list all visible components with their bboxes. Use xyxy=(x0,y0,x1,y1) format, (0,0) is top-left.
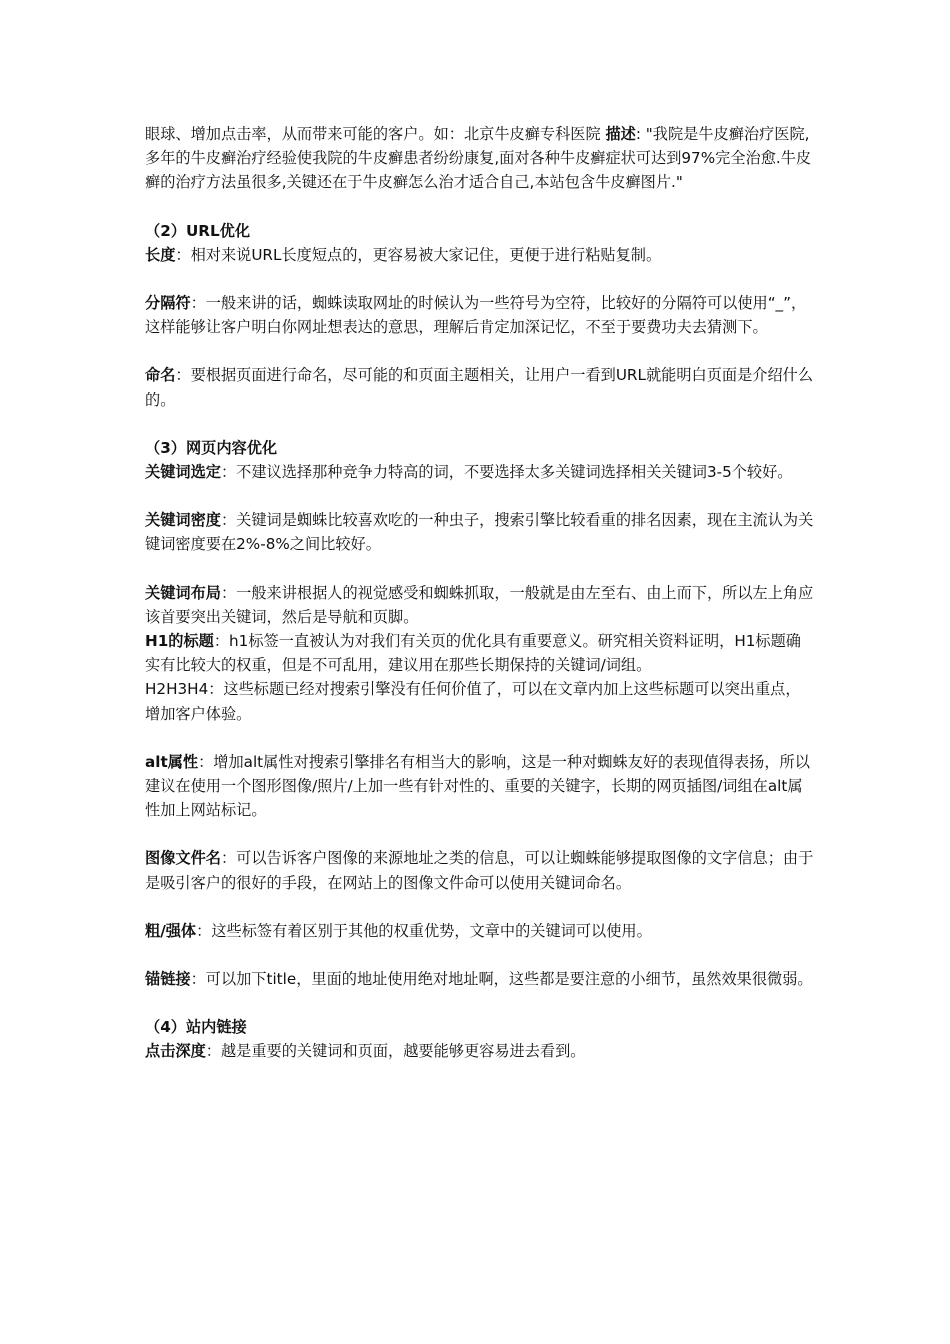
paragraph-spacer xyxy=(145,557,815,581)
section-heading-internal-links: （4）站内链接 xyxy=(145,1018,247,1037)
text-length: ：相对来说URL长度短点的，更容易被大家记住，更便于进行粘贴复制。 xyxy=(175,245,662,264)
text-alt-attribute: ：增加alt属性对搜索引擎排名有相当大的影响，这是一种对蜘蛛友好的表现值得表扬，所以建议在使用一个图形图像/照片/上加一些有针对性的、重要的关键字，长期的网页插图/词组在alt属性加上网站标记。 xyxy=(145,752,810,820)
section-heading-url: （2）URL优化 xyxy=(145,221,251,240)
paragraph-naming xyxy=(145,363,815,411)
paragraph-click-depth xyxy=(145,1039,815,1063)
text-bold-strong: ：这些标签有着区别于其他的权重优势，文章中的关键词可以使用。 xyxy=(196,921,652,940)
term-alt-attribute: alt属性 xyxy=(145,752,199,771)
text-separator: ：一般来讲的话，蜘蛛读取网址的时候认为一些符号为空符，比较好的分隔符可以使用“_”，这样能够让客户明白你网址想表达的意思，理解后肯定加深记忆，不至于要费功夫去猜测下。 xyxy=(145,294,807,337)
term-click-depth: 点击深度 xyxy=(145,1042,206,1061)
paragraph-h1-title xyxy=(145,629,815,677)
term-separator: 分隔符 xyxy=(145,294,191,313)
paragraph-spacer xyxy=(145,412,815,436)
term-anchor-link: 锚链接 xyxy=(145,970,191,989)
paragraph-spacer xyxy=(145,895,815,919)
term-keyword-layout: 关键词布局 xyxy=(145,583,221,602)
paragraph-spacer xyxy=(145,943,815,967)
term-h1-title: H1的标题 xyxy=(145,632,214,651)
term-keyword-density: 关键词密度 xyxy=(145,511,221,530)
paragraph-alt-attribute xyxy=(145,750,815,823)
paragraph-anchor-link xyxy=(145,967,815,991)
text-keyword-density: ：关键词是蜘蛛比较喜欢吃的一种虫子，搜索引擎比较看重的排名因素，现在主流认为关键词密度要在2%-8%之间比较好。 xyxy=(145,511,814,554)
intro-description-label: 描述 xyxy=(605,125,636,143)
paragraph-spacer xyxy=(145,822,815,846)
text-click-depth: ：越是重要的关键词和页面，越要能够更容易进去看到。 xyxy=(205,1042,586,1061)
paragraph-spacer xyxy=(145,726,815,750)
text-h1-title: ：h1标签一直被认为对我们有关页的优化具有重要意义。研究相关资料证明，H1标题确实有比较大的权重，但是不可乱用，建议用在那些长期保持的关键词/词组。 xyxy=(145,632,801,675)
intro-text-2: : "我院是牛皮癣治疗医院,多年的牛皮癣治疗经验使我院的牛皮癣患者纷纷康复,面对各种牛皮癣症状可达到97%完全治愈.牛皮癣的治疗方法虽很多,关键还在于牛皮癣怎么治才适合自己,本站包含牛皮癣图片." xyxy=(145,125,812,192)
term-naming: 命名 xyxy=(145,366,176,385)
term-bold-strong: 粗/强体 xyxy=(145,921,197,940)
paragraph-spacer xyxy=(145,484,815,508)
paragraph-spacer xyxy=(145,267,815,291)
text-h2h3h4: H2H3H4：这些标题已经对搜索引擎没有任何价值了，可以在文章内加上这些标题可以突出重点，增加客户体验。 xyxy=(145,680,801,723)
paragraph-separator xyxy=(145,291,815,339)
paragraph-spacer xyxy=(145,195,815,219)
paragraph-h2h3h4 xyxy=(145,677,815,725)
paragraph-keyword-selection xyxy=(145,460,815,484)
text-naming: ：要根据页面进行命名，尽可能的和页面主题相关，让用户一看到URL就能明白页面是介绍什么的。 xyxy=(145,366,814,409)
paragraph-bold-strong xyxy=(145,919,815,943)
paragraph-length xyxy=(145,243,815,267)
intro-text-1: 眼球、增加点击率，从而带来可能的客户。如：北京牛皮癣专科医院 xyxy=(145,125,606,143)
paragraph-keyword-layout xyxy=(145,581,815,629)
paragraph-image-filename xyxy=(145,846,815,894)
text-keyword-layout: ：一般来讲根据人的视觉感受和蜘蛛抓取，一般就是由左至右、由上而下，所以左上角应该首要突出关键词，然后是导航和页脚。 xyxy=(145,583,814,626)
paragraph-spacer xyxy=(145,991,815,1015)
term-keyword-selection: 关键词选定 xyxy=(145,463,221,482)
text-anchor-link: ：可以加下title，里面的地址使用绝对地址啊，这些都是要注意的小细节，虽然效果很微弱。 xyxy=(190,970,813,989)
paragraph-spacer xyxy=(145,339,815,363)
intro-paragraph xyxy=(145,122,815,195)
section-heading-content: （3）网页内容优化 xyxy=(145,438,278,457)
term-length: 长度 xyxy=(145,245,176,264)
document-page xyxy=(145,122,815,1064)
text-keyword-selection: ：不建议选择那种竞争力特高的词，不要选择太多关键词选择相关关键词3-5个较好。 xyxy=(220,463,793,482)
paragraph-keyword-density xyxy=(145,508,815,556)
term-image-filename: 图像文件名 xyxy=(145,849,221,868)
text-image-filename: ：可以告诉客户图像的来源地址之类的信息，可以让蜘蛛能够提取图像的文字信息；由于是吸引客户的很好的手段，在网站上的图像文件命可以使用关键词命名。 xyxy=(145,849,814,892)
